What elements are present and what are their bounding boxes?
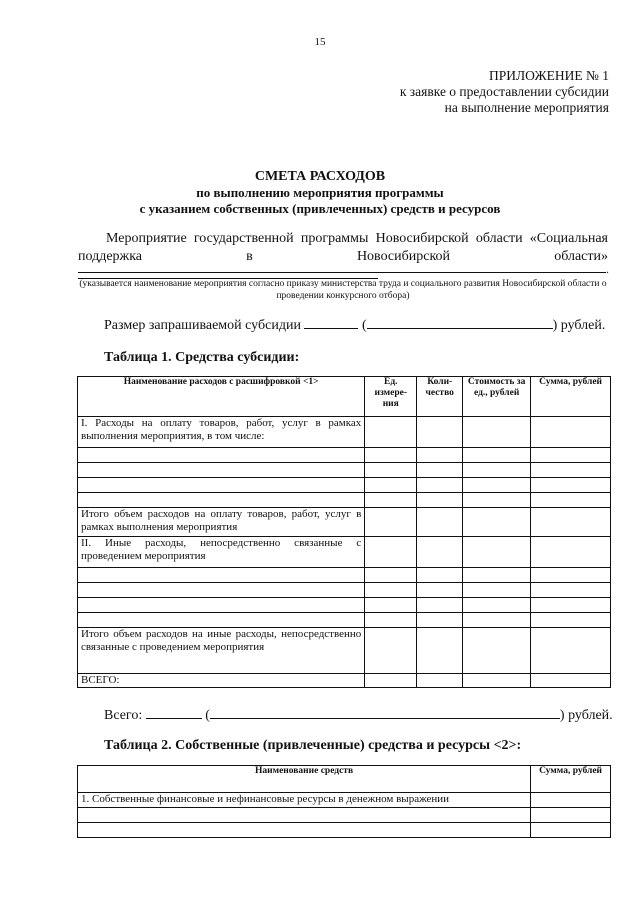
table1-row-total: ВСЕГО: <box>78 674 365 688</box>
table1-row[interactable] <box>78 568 365 583</box>
table1-header-name: Наименование расходов с расшифровкой <1> <box>78 377 365 417</box>
table1-row-section-1: I. Расходы на оплату товаров, работ, услуг в рамках выполнения мероприятия, в том числе: <box>78 417 365 448</box>
subsidy-table <box>77 376 611 688</box>
table1-row[interactable] <box>78 493 365 508</box>
total-amount-words-blank[interactable] <box>210 706 560 719</box>
total-label: Всего: <box>104 708 143 723</box>
table2-header-sum: Сумма, рублей <box>531 766 611 793</box>
event-line-end: . <box>606 262 609 276</box>
total-line <box>104 706 613 725</box>
table1-row-subtotal-1: Итого объем расходов на оплату товаров, работ, услуг в рамках выполнения мероприятия <box>78 508 365 537</box>
table1-header-price: Стоимость за ед., рублей <box>463 377 531 417</box>
table1-row[interactable] <box>78 478 365 493</box>
table1-header-sum: Сумма, рублей <box>531 377 611 417</box>
total-amount-blank[interactable] <box>146 706 202 719</box>
subsidy-amount-blank[interactable] <box>304 316 358 329</box>
table2-row[interactable] <box>78 808 531 823</box>
subsidy-label: Размер запрашиваемой субсидии <box>104 318 301 333</box>
table1-header-unit: Ед. измере-ния <box>365 377 417 417</box>
table1-row[interactable] <box>78 598 365 613</box>
table1-row-subtotal-2: Итого объем расходов на иные расходы, непосредственно связанные с проведением мероприятия <box>78 628 365 674</box>
event-note: (указывается наименование мероприятия согласно приказу министерства труда и социального развития Новосибирской области о проведении конкурсного отбора) <box>79 279 607 301</box>
appendix-line-3: на выполнение мероприятия <box>444 100 609 115</box>
event-name-blank-line-2[interactable] <box>78 272 606 273</box>
appendix-line-1: ПРИЛОЖЕНИЕ № 1 <box>488 68 609 83</box>
table2-caption: Таблица 2. Собственные (привлеченные) средства и ресурсы <2>: <box>104 738 522 753</box>
subsidy-open-paren: ( <box>361 318 367 333</box>
title-line-2: по выполнению мероприятия программы <box>196 185 444 200</box>
event-paragraph <box>78 230 608 285</box>
appendix-header <box>400 68 609 116</box>
table1-row[interactable] <box>78 448 365 463</box>
total-close: ) рублей. <box>559 708 613 723</box>
event-text: Мероприятие государственной программы Новосибирской области «Социальная поддержка в Новосибирской области» <box>78 231 608 264</box>
page-number: 15 <box>314 36 326 48</box>
subsidy-close: ) рублей. <box>552 318 606 333</box>
table2-row[interactable] <box>78 823 531 838</box>
table2-header-name: Наименование средств <box>78 766 531 793</box>
table2-row-own-resources: 1. Собственные финансовые и нефинансовые ресурсы в денежном выражении <box>78 793 531 808</box>
table1-header-qty: Коли-чество <box>417 377 463 417</box>
document-title <box>0 168 640 217</box>
table1-row[interactable] <box>78 613 365 628</box>
own-funds-table <box>77 765 611 838</box>
subsidy-amount-words-blank[interactable] <box>367 316 553 329</box>
table1-caption: Таблица 1. Средства субсидии: <box>104 350 300 365</box>
title-main: СМЕТА РАСХОДОВ <box>254 169 386 184</box>
appendix-line-2: к заявке о предоставлении субсидии <box>399 84 609 99</box>
title-line-3: с указанием собственных (привлеченных) средств и ресурсов <box>139 201 501 216</box>
subsidy-line <box>104 316 610 335</box>
table1-row-section-2: II. Иные расходы, непосредственно связанные с проведением мероприятия <box>78 537 365 568</box>
table1-row[interactable] <box>78 583 365 598</box>
table1-row[interactable] <box>78 463 365 478</box>
total-open-paren: ( <box>205 708 210 723</box>
